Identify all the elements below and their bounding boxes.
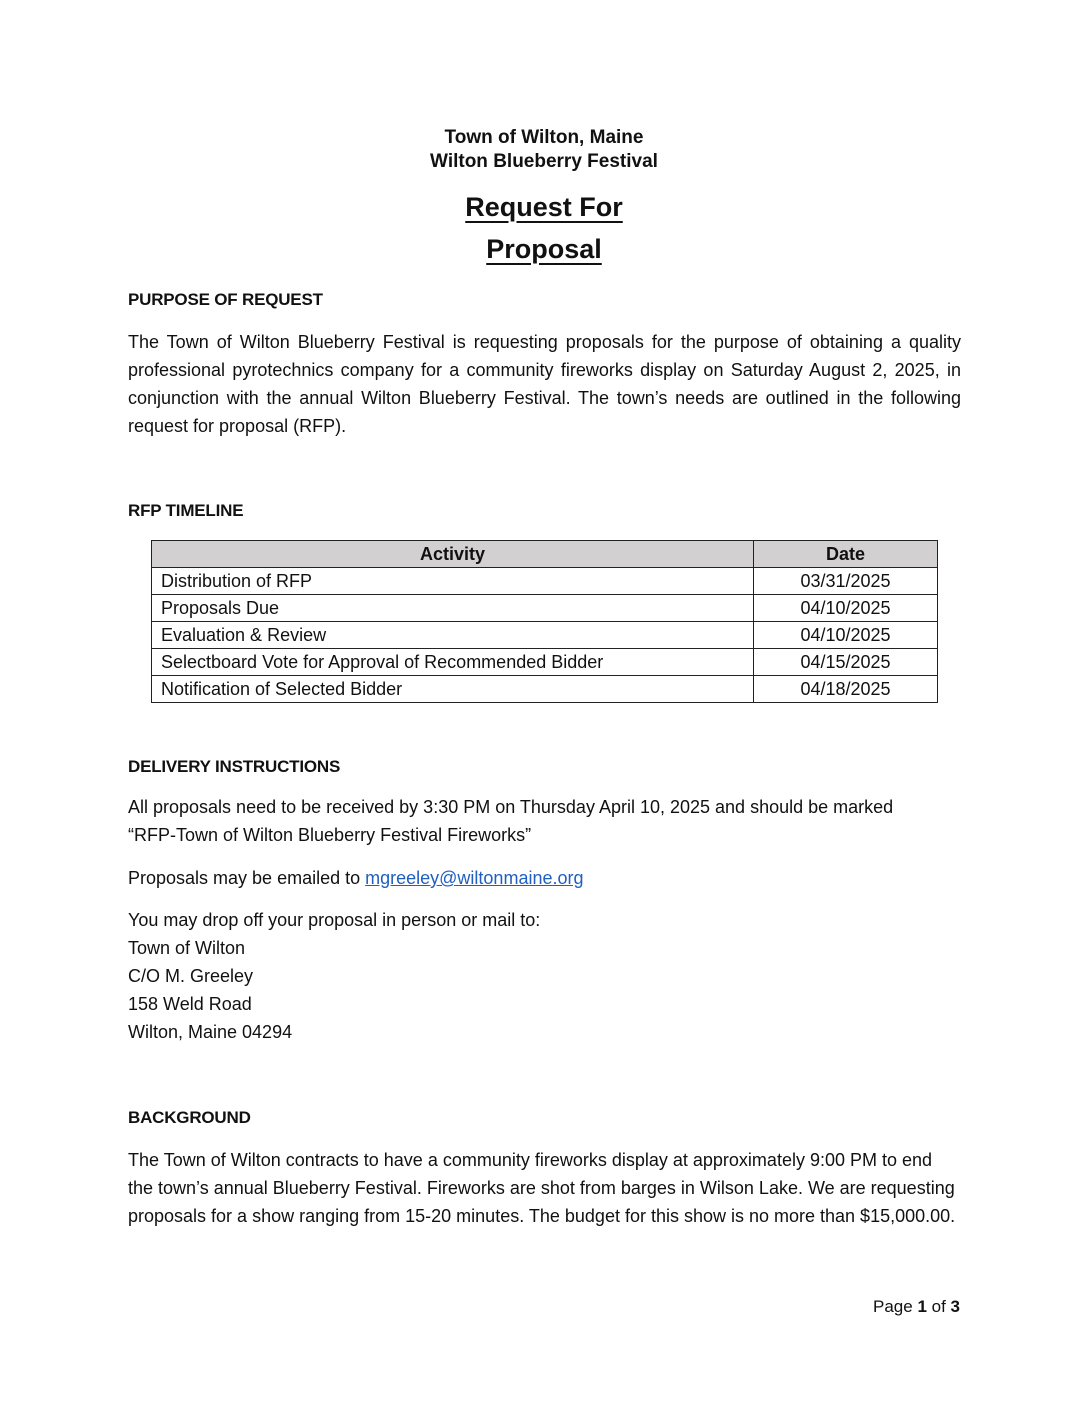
timeline-heading: RFP TIMELINE [128, 501, 244, 520]
table-row [152, 568, 938, 595]
background-heading: BACKGROUND [128, 1108, 251, 1127]
address-line: Town of Wilton [128, 938, 246, 958]
doc-title-line2-wrap [0, 234, 1088, 265]
column-header-date: Date [754, 541, 938, 568]
table-row [152, 649, 938, 676]
table-row [152, 676, 938, 703]
date-cell: 04/18/2025 [754, 676, 938, 703]
purpose-body: The Town of Wilton Blueberry Festival is requesting proposals for the purpose of obtaining a quality professional pyrotechnics company for a community fireworks display on Saturday August 2, 2025, in conjunction with the annual Wilton Blueberry Festival. The town’s needs are outlined in the following request for proposal (RFP). [128, 332, 961, 436]
total-pages: 3 [950, 1297, 960, 1316]
timeline-header-row [152, 541, 938, 568]
address-line: C/O M. Greeley [128, 966, 254, 986]
event-name: Wilton Blueberry Festival [430, 151, 658, 172]
activity-cell: Evaluation & Review [152, 622, 754, 649]
table-row [152, 622, 938, 649]
delivery-heading: DELIVERY INSTRUCTIONS [128, 757, 341, 776]
activity-cell: Selectboard Vote for Approval of Recommended Bidder [152, 649, 754, 676]
column-header-activity: Activity [152, 541, 754, 568]
email-line [128, 868, 584, 889]
address-line: 158 Weld Road [128, 994, 252, 1014]
org-name: Town of Wilton, Maine [444, 127, 644, 148]
delivery-deadline-text: All proposals need to be received by 3:30 PM on Thursday April 10, 2025 and should be marked [128, 797, 894, 817]
doc-title-line1: Request For [465, 192, 623, 222]
date-cell: 04/10/2025 [754, 595, 938, 622]
date-cell: 04/10/2025 [754, 622, 938, 649]
dropoff-intro: You may drop off your proposal in person or mail to: [128, 910, 541, 930]
address-line: Wilton, Maine 04294 [128, 1022, 293, 1042]
of-word: of [926, 1297, 951, 1316]
current-page: 1 [917, 1297, 927, 1316]
page-number [873, 1297, 960, 1317]
doc-title-line2: Proposal [486, 234, 602, 264]
date-cell: 04/15/2025 [754, 649, 938, 676]
timeline-table [151, 540, 938, 703]
page-word: Page [873, 1297, 918, 1316]
purpose-heading: PURPOSE OF REQUEST [128, 290, 323, 309]
background-body: The Town of Wilton contracts to have a community fireworks display at approximately 9:00 PM to end the town’s annual Blueberry Festival. Fireworks are shot from barges in Wilson Lake. We are requesting proposals for a show ranging from 15-20 minutes. The budget for this show is no more than $15,000.00. [128, 1150, 956, 1226]
delivery-marking-text: “RFP-Town of Wilton Blueberry Festival Fireworks” [128, 825, 532, 845]
activity-cell: Notification of Selected Bidder [152, 676, 754, 703]
date-cell: 03/31/2025 [754, 568, 938, 595]
doc-title-line1-wrap [0, 192, 1088, 223]
activity-cell: Proposals Due [152, 595, 754, 622]
activity-cell: Distribution of RFP [152, 568, 754, 595]
table-row [152, 595, 938, 622]
email-link[interactable]: mgreeley@wiltonmaine.org [365, 868, 584, 888]
email-prefix: Proposals may be emailed to [128, 868, 366, 888]
